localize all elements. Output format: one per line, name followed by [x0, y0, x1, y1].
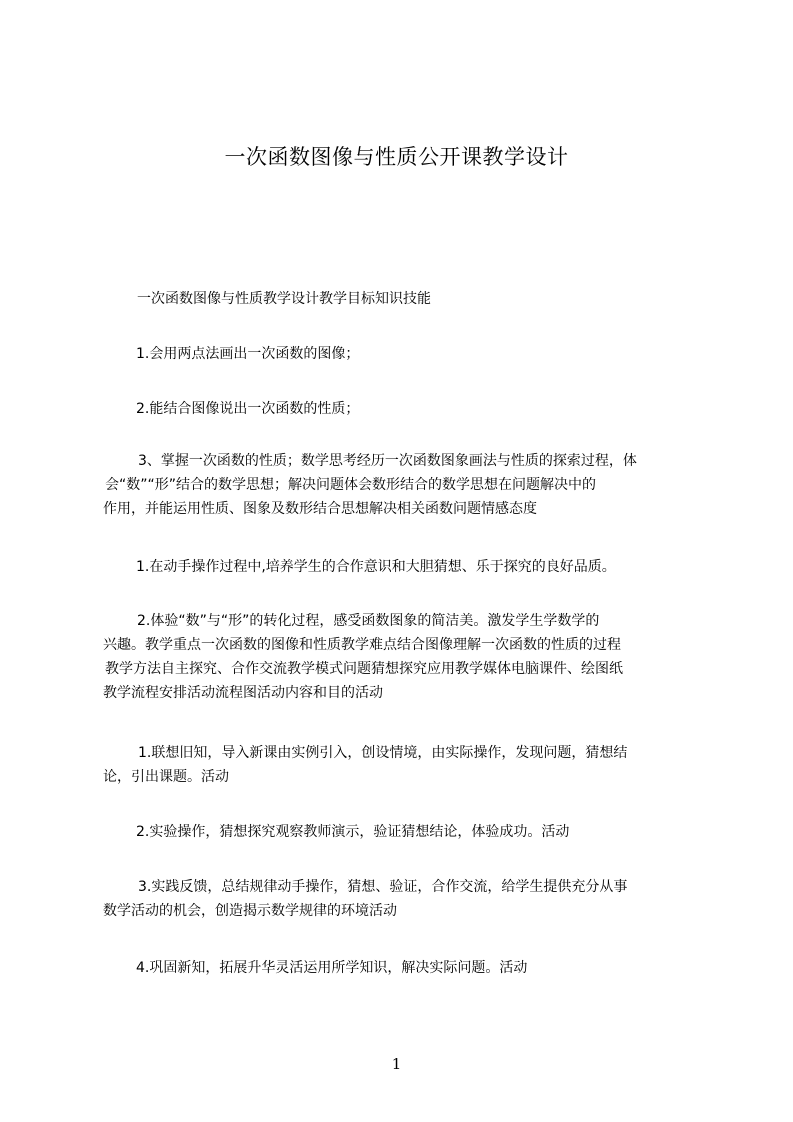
paragraph-activity-3: [103, 875, 703, 923]
paragraph-objective-1: [103, 342, 703, 366]
paragraph-line: 教学流程安排活动流程图活动内容和目的活动: [103, 685, 383, 701]
paragraph-line: 会“数”“形”结合的数学思想；解决问题体会数形结合的数学思想在问题解决中的: [105, 476, 597, 493]
paragraph-attitude-2: [103, 609, 703, 705]
paragraph-line: 作用，并能运用性质、图象及数形结合思想解决相关函数问题情感态度: [103, 500, 537, 517]
paragraph-line: 2.能结合图像说出一次函数的性质；: [136, 401, 360, 417]
paragraph-line: 3、掌握一次函数的性质；数学思考经历一次函数图象画法与性质的探索过程，体: [138, 453, 637, 469]
paragraph-objective-3: [103, 449, 703, 521]
paragraph-line: 1.会用两点法画出一次函数的图像；: [136, 346, 360, 362]
paragraph-line: 1.联想旧知，导入新课由实例引入，创设情境，由实际操作，发现问题，猜想结: [138, 745, 628, 761]
paragraph-activity-4: [103, 956, 703, 980]
paragraph-line: 3.实践反馈，总结规律动手操作，猜想、验证，合作交流，给学生提供充分从事: [138, 879, 628, 895]
paragraph-objectives-heading: [103, 287, 703, 311]
page-number: 1: [391, 1055, 402, 1073]
paragraph-attitude-1: [103, 555, 703, 579]
paragraph-line: 数学活动的机会，创造揭示数学规律的环境活动: [103, 903, 397, 919]
paragraph-activity-1: [103, 741, 703, 789]
paragraph-line: 兴趣。教学重点一次函数的图像和性质教学难点结合图像理解一次函数的性质的过程: [103, 637, 621, 653]
paragraph-objective-2: [103, 397, 703, 421]
paragraph-line: 1.在动手操作过程中,培养学生的合作意识和大胆猜想、乐于探究的良好品质。: [136, 559, 616, 575]
paragraph-line: 2.体验“数”与“形”的转化过程，感受函数图象的简洁美。激发学生学数学的: [137, 613, 600, 629]
paragraph-line: 4.巩固新知，拓展升华灵活运用所学知识，解决实际问题。活动: [136, 960, 528, 976]
paragraph-line: 2.实验操作，猜想探究观察教师演示，验证猜想结论，体验成功。活动: [136, 824, 570, 840]
paragraph-line: 一次函数图像与性质教学设计教学目标知识技能: [137, 291, 431, 307]
paragraph-line: 教学方法自主探究、合作交流教学模式问题猜想探究应用教学媒体电脑课件、绘图纸: [105, 661, 623, 677]
document-title: 一次函数图像与性质公开课教学设计: [224, 145, 569, 169]
paragraph-line: 论，引出课题。活动: [103, 769, 229, 785]
paragraph-activity-2: [103, 820, 703, 844]
